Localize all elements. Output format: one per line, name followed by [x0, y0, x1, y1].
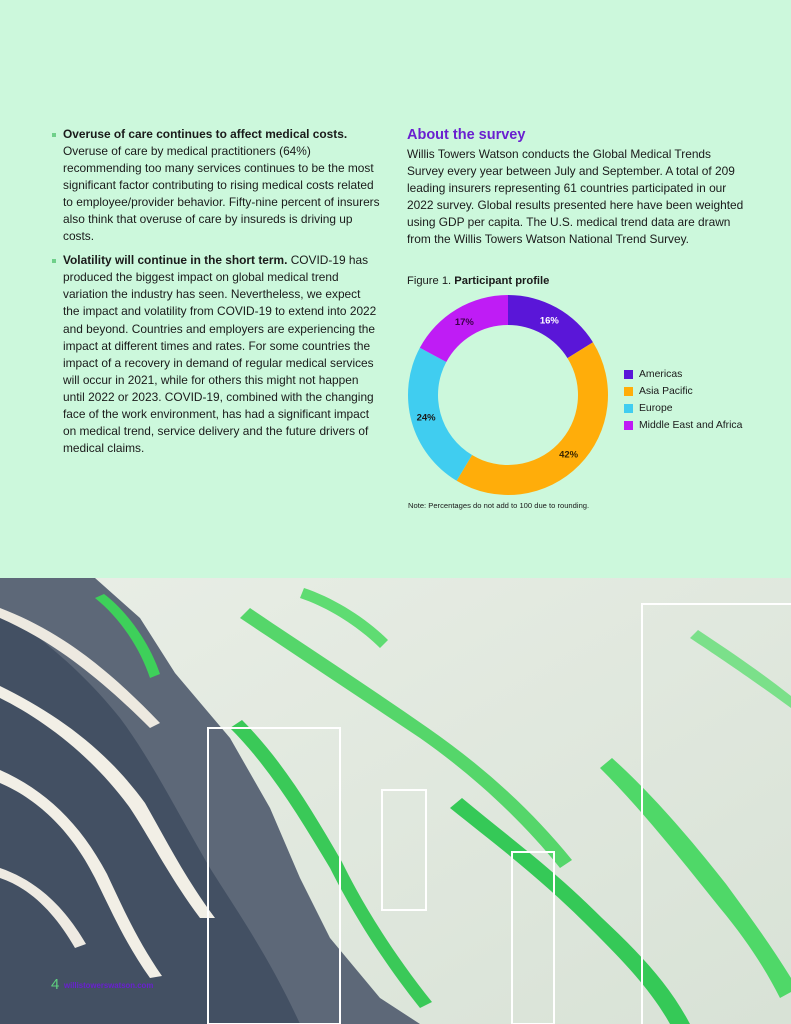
figure-note: Note: Percentages do not add to 100 due to rounding.: [408, 501, 590, 510]
chart-legend: [624, 366, 742, 434]
slice-label: 16%: [539, 315, 559, 327]
legend-swatch: [624, 370, 633, 379]
figure-title: [407, 275, 549, 287]
bullet-overuse: [52, 126, 380, 245]
legend-label: Americas: [639, 369, 683, 380]
legend-item: [624, 383, 742, 400]
left-column: [52, 126, 380, 464]
legend-swatch: [624, 387, 633, 396]
legend-label: Europe: [639, 403, 673, 414]
legend-item: [624, 417, 742, 434]
legend-item: [624, 366, 742, 383]
footer-url[interactable]: willistowerswatson.com: [64, 981, 154, 990]
bullet-heading: Overuse of care continues to affect medical costs.: [63, 127, 348, 141]
legend-label: Asia Pacific: [639, 386, 693, 397]
page-number: 4: [51, 976, 60, 993]
bullet-text: COVID-19 has produced the biggest impact on global medical trend variation the industry has seen. Nevertheless, we expect the impact and volatility from COVID-19 to extend into 2022 and beyond. Countries and employers are experiencing the impact at different times and rates. For some countries the impact of a recovery in demand of regular medical services will occur in 2021, while for others this might not happen until 2022 or 2023. COVID-19, combined with the changing face of the work environment, has had a significant impact on medical trend, service delivery and the future drivers of medical claims.: [63, 253, 377, 455]
bullet-marker: [52, 133, 56, 137]
figure-prefix: Figure 1.: [407, 275, 455, 287]
bullet-volatility: [52, 252, 380, 457]
legend-label: Middle East and Africa: [639, 420, 743, 431]
donut-slice-asia-pacific: [457, 342, 608, 495]
bullet-marker: [52, 259, 56, 263]
legend-swatch: [624, 404, 633, 413]
about-section: [407, 126, 747, 248]
slice-label: 42%: [559, 449, 579, 461]
legend-swatch: [624, 421, 633, 430]
about-title: About the survey: [407, 127, 526, 143]
bullet-heading: Volatility will continue in the short term.: [63, 253, 288, 268]
slice-label: 17%: [454, 317, 474, 329]
bullet-text: Overuse of care by medical practitioners (64%) recommending too many services continues to be the most significant factor contributing to rising medical costs related to employee/provider behavior. Fifty-nine percent of insurers also think that overuse of care by insureds is driving up costs.: [63, 144, 380, 244]
about-text: Willis Towers Watson conducts the Global Medical Trends Survey every year between July and September. A total of 209 leading insurers representing 61 countries participated in our 2022 survey. Global results presented here have been weighted using GDP per capita. The U.S. medical trend data are drawn from the Willis Towers Watson National Trend Survey.: [407, 147, 744, 247]
glacier-illustration: [0, 578, 791, 1024]
donut-slice-middle-east-and-africa: [420, 295, 508, 362]
figure-name: Participant profile: [454, 275, 550, 287]
slice-label: 24%: [416, 412, 436, 424]
legend-item: [624, 400, 742, 417]
aerial-glacier-photo: [0, 578, 791, 1024]
participant-donut-chart: [400, 290, 620, 500]
